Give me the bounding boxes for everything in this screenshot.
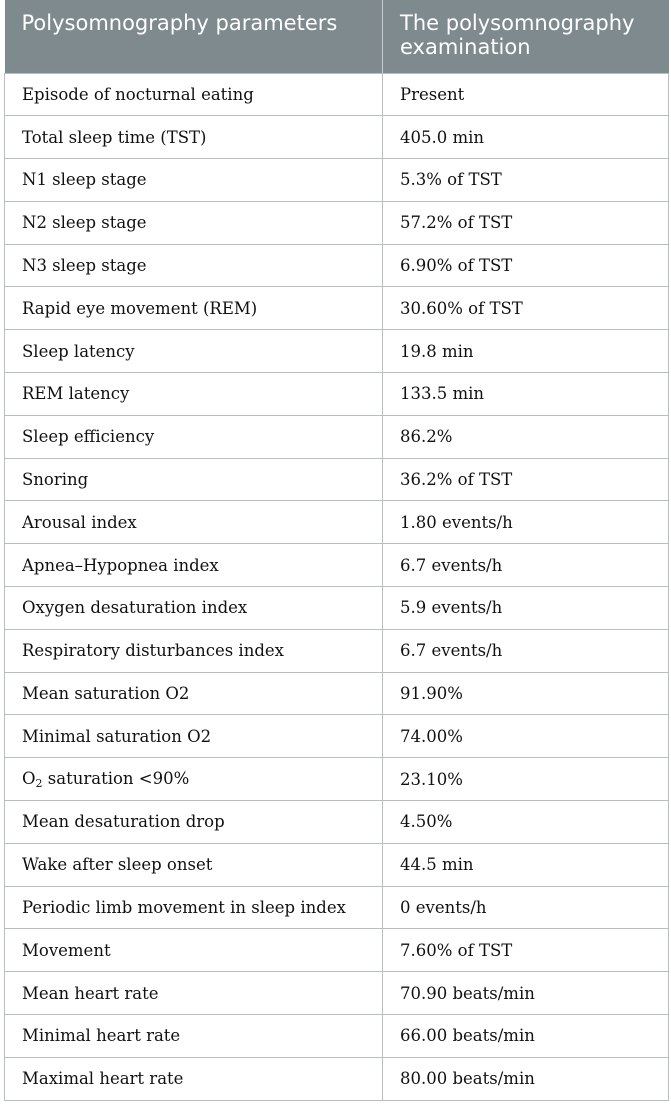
value-cell: 19.8 min bbox=[383, 330, 669, 373]
table-row bbox=[5, 972, 669, 1015]
value-cell: 4.50% bbox=[383, 801, 669, 844]
parameter-cell: N1 sleep stage bbox=[5, 159, 383, 202]
parameter-cell: N3 sleep stage bbox=[5, 244, 383, 287]
header-parameters: Polysomnography parameters bbox=[5, 0, 383, 73]
parameter-cell: Minimal saturation O2 bbox=[5, 715, 383, 758]
parameter-subscript: 2 bbox=[35, 776, 43, 790]
value-cell: 7.60% of TST bbox=[383, 929, 669, 972]
parameter-cell: Oxygen desaturation index bbox=[5, 587, 383, 630]
table-row bbox=[5, 373, 669, 416]
table-row bbox=[5, 330, 669, 373]
table-row bbox=[5, 287, 669, 330]
header-examination: The polysomnography examination bbox=[383, 0, 669, 73]
table-row bbox=[5, 587, 669, 630]
table-row bbox=[5, 1015, 669, 1058]
polysomnography-table-container bbox=[4, 0, 668, 1101]
value-cell: 1.80 events/h bbox=[383, 501, 669, 544]
value-cell: 57.2% of TST bbox=[383, 201, 669, 244]
table-row bbox=[5, 244, 669, 287]
polysomnography-table bbox=[4, 0, 669, 1101]
parameter-cell bbox=[5, 758, 383, 801]
value-cell: 74.00% bbox=[383, 715, 669, 758]
parameter-cell: Periodic limb movement in sleep index bbox=[5, 886, 383, 929]
value-cell: 133.5 min bbox=[383, 373, 669, 416]
table-row bbox=[5, 201, 669, 244]
parameter-cell: Mean desaturation drop bbox=[5, 801, 383, 844]
table-row bbox=[5, 672, 669, 715]
parameter-suffix: saturation <90% bbox=[42, 768, 190, 788]
table-row bbox=[5, 929, 669, 972]
value-cell: 6.7 events/h bbox=[383, 544, 669, 587]
parameter-cell: Sleep latency bbox=[5, 330, 383, 373]
table-row bbox=[5, 715, 669, 758]
parameter-cell: Maximal heart rate bbox=[5, 1057, 383, 1100]
table-header bbox=[5, 0, 669, 73]
value-cell: 80.00 beats/min bbox=[383, 1057, 669, 1100]
value-cell: 86.2% bbox=[383, 415, 669, 458]
table-row bbox=[5, 843, 669, 886]
value-cell: 405.0 min bbox=[383, 116, 669, 159]
value-cell: 5.9 events/h bbox=[383, 587, 669, 630]
parameter-cell: Wake after sleep onset bbox=[5, 843, 383, 886]
table-row bbox=[5, 501, 669, 544]
parameter-cell: Respiratory disturbances index bbox=[5, 629, 383, 672]
table-row bbox=[5, 116, 669, 159]
table-row bbox=[5, 73, 669, 116]
table-row bbox=[5, 159, 669, 202]
parameter-cell: Apnea–Hypopnea index bbox=[5, 544, 383, 587]
table-row bbox=[5, 1057, 669, 1100]
table-row bbox=[5, 544, 669, 587]
table-row bbox=[5, 629, 669, 672]
table-row bbox=[5, 886, 669, 929]
parameter-cell: N2 sleep stage bbox=[5, 201, 383, 244]
parameter-cell: Episode of nocturnal eating bbox=[5, 73, 383, 116]
parameter-cell: Minimal heart rate bbox=[5, 1015, 383, 1058]
value-cell: Present bbox=[383, 73, 669, 116]
table-row bbox=[5, 758, 669, 801]
parameter-cell: Mean saturation O2 bbox=[5, 672, 383, 715]
value-cell: 70.90 beats/min bbox=[383, 972, 669, 1015]
value-cell: 91.90% bbox=[383, 672, 669, 715]
table-row bbox=[5, 458, 669, 501]
parameter-cell: Movement bbox=[5, 929, 383, 972]
parameter-prefix: O bbox=[22, 768, 36, 788]
value-cell: 66.00 beats/min bbox=[383, 1015, 669, 1058]
parameter-cell: Rapid eye movement (REM) bbox=[5, 287, 383, 330]
value-cell: 44.5 min bbox=[383, 843, 669, 886]
value-cell: 36.2% of TST bbox=[383, 458, 669, 501]
table-body bbox=[5, 73, 669, 1100]
value-cell: 30.60% of TST bbox=[383, 287, 669, 330]
table-row bbox=[5, 415, 669, 458]
table-row bbox=[5, 801, 669, 844]
value-cell: 6.7 events/h bbox=[383, 629, 669, 672]
value-cell: 23.10% bbox=[383, 758, 669, 801]
value-cell: 6.90% of TST bbox=[383, 244, 669, 287]
value-cell: 5.3% of TST bbox=[383, 159, 669, 202]
parameter-cell: Total sleep time (TST) bbox=[5, 116, 383, 159]
parameter-cell: Mean heart rate bbox=[5, 972, 383, 1015]
parameter-cell: REM latency bbox=[5, 373, 383, 416]
parameter-cell: Snoring bbox=[5, 458, 383, 501]
header-row bbox=[5, 0, 669, 73]
parameter-cell: Arousal index bbox=[5, 501, 383, 544]
value-cell: 0 events/h bbox=[383, 886, 669, 929]
parameter-cell: Sleep efficiency bbox=[5, 415, 383, 458]
